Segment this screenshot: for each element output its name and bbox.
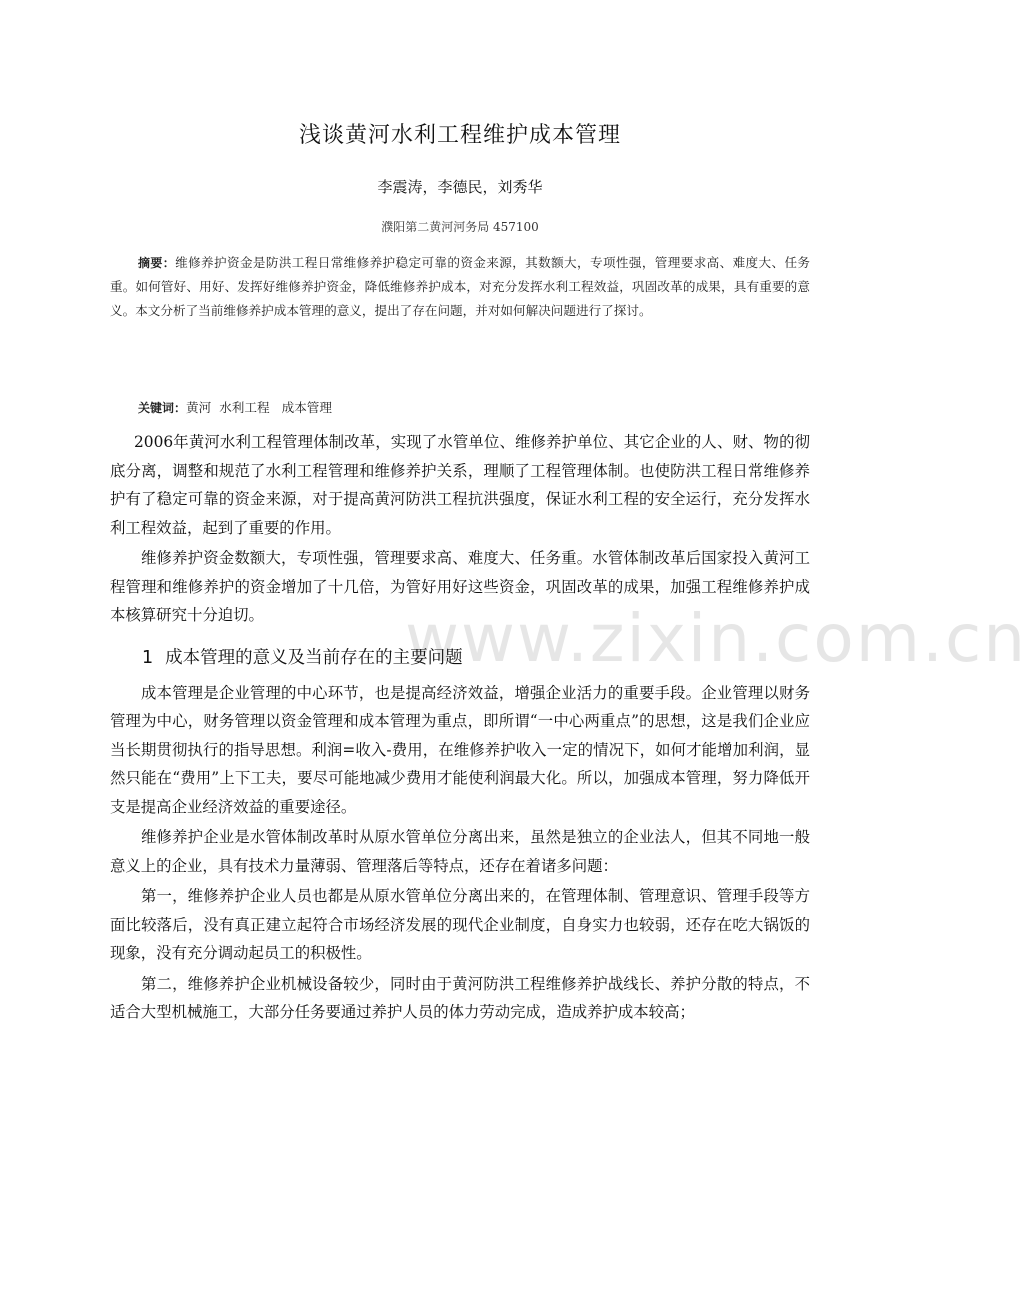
- section-heading: [142, 644, 810, 669]
- body-text: [110, 428, 810, 1029]
- keywords: [138, 396, 332, 420]
- watermark: www.zixin.com.cn: [405, 600, 1027, 677]
- paragraph-section1-2: 维修养护企业是水管体制改革时从原水管单位分离出来，虽然是独立的企业法人，但其不同地一般意义上的企业，具有技术力量薄弱、管理落后等特点，还存在着诸多问题：: [110, 828, 810, 875]
- keywords-text: 黄河 水利工程 成本管理: [186, 400, 332, 415]
- document-authors: 李震涛，李德民，刘秀华: [377, 178, 543, 196]
- section-number: 1: [142, 647, 154, 668]
- paragraph-section1-1: 成本管理是企业管理的中心环节，也是提高经济效益，增强企业活力的重要手段。企业管理以财务管理为中心，财务管理以资金管理和成本管理为重点，即所谓“一中心两重点”的思想，这是我们企业应当长期贯彻执行的指导思想。利润=收入-费用，在维修养护收入一定的情况下，如何才能增加利润，显然只能在“费用”上下工夫，要尽可能地减少费用才能使利润最大化。所以，加强成本管理，努力降低开支是提高企业经济效益的重要途径。: [110, 683, 810, 816]
- abstract: [110, 251, 810, 323]
- section-title: 成本管理的意义及当前存在的主要问题: [165, 647, 463, 668]
- paragraph-section1-4: 第二，维修养护企业机械设备较少，同时由于黄河防洪工程维修养护战线长、养护分散的特点，不适合大型机械施工，大部分任务要通过养护人员的体力劳动完成，造成养护成本较高；: [110, 974, 810, 1021]
- paragraph-intro-2: 维修养护资金数额大，专项性强，管理要求高、难度大、任务重。水管体制改革后国家投入黄河工程管理和维修养护的资金增加了十几倍，为管好用好这些资金，巩固改革的成果，加强工程维修养护成本核算研究十分迫切。: [110, 549, 810, 624]
- paragraph-section1-3: 第一，维修养护企业人员也都是从原水管单位分离出来的，在管理体制、管理意识、管理手段等方面比较落后，没有真正建立起符合市场经济发展的现代企业制度，自身实力也较弱，还存在吃大锅饭的现象，没有充分调动起员工的积极性。: [110, 887, 810, 962]
- abstract-label: 摘要：: [138, 256, 176, 270]
- keywords-label: 关键词：: [138, 401, 187, 415]
- abstract-text: 维修养护资金是防洪工程日常维修养护稳定可靠的资金来源，其数额大，专项性强，管理要求高、难度大、任务重。如何管好、用好、发挥好维修养护资金，降低维修养护成本，对充分发挥水利工程效益，巩固改革的成果，具有重要的意义。本文分析了当前维修养护成本管理的意义，提出了存在问题，并对如何解决问题进行了探讨。: [110, 255, 810, 318]
- paragraph-intro-1: 2006年黄河水利工程管理体制改革，实现了水管单位、维修养护单位、其它企业的人、财、物的彻底分离，调整和规范了水利工程管理和维修养护关系，理顺了工程管理体制。也使防洪工程日常维修养护有了稳定可靠的资金来源，对于提高黄河防洪工程抗洪强度，保证水利工程的安全运行，充分发挥水利工程效益，起到了重要的作用。: [110, 433, 810, 537]
- document-title: 浅谈黄河水利工程维护成本管理: [298, 123, 621, 148]
- document-affiliation: 濮阳第二黄河河务局 457100: [381, 220, 539, 234]
